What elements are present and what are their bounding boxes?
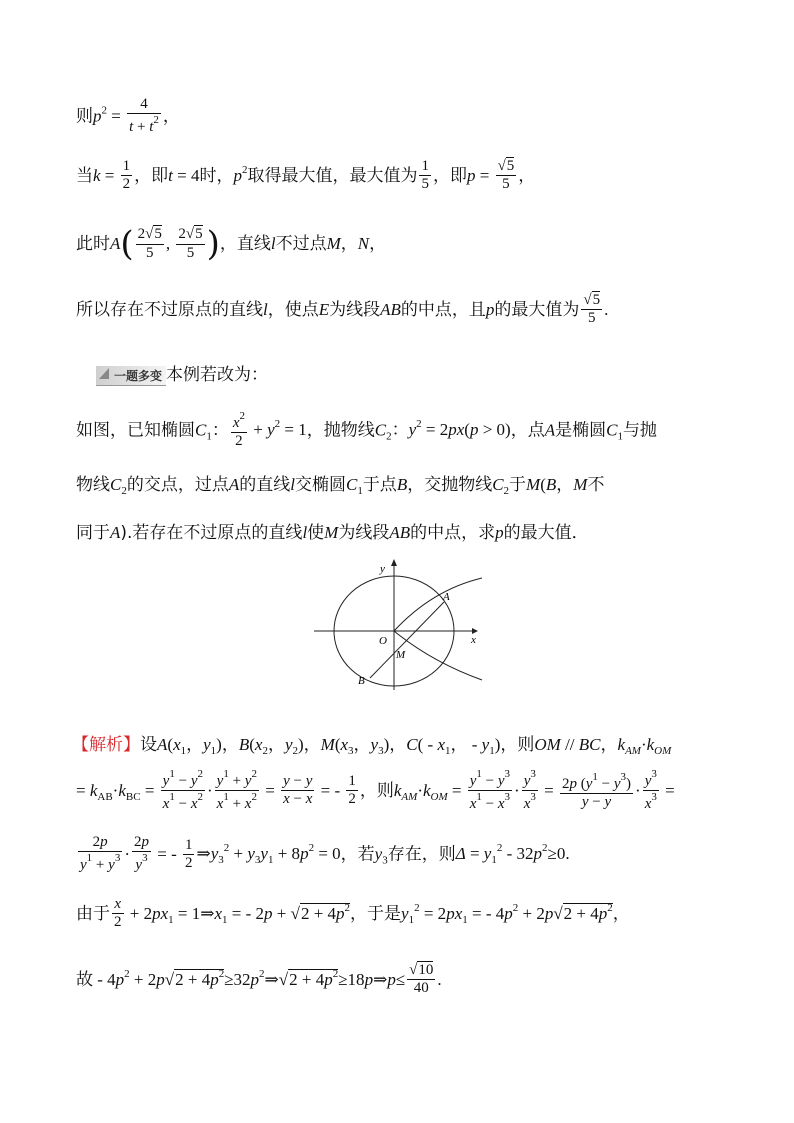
label-A: A [443,591,450,603]
fraction: $\frac{y^3}{x^3}$ [644,768,657,813]
text: ， [518,165,536,186]
problem-line-3: 同于A).若存在不过原点的直线l使M为线段AB的中点，求p的最大值． [76,523,589,543]
fraction: $\frac{2p (y^1 - y^3)}{y - y}$ [561,770,632,810]
formula-line-3: 此时A( $\frac{2√5}{5}$ , $\frac{2√5}{5}$ )，直线l不过点M，N， [76,224,387,264]
fraction: $\frac{1}{5}$ [421,158,429,193]
solution-line-1: 【解析】设$A(x_1$，$y_1$)，$B(x_2$，$y_2$)，$M(x_3$，$y_3$)，$C( - x_1$， - $y_1$)，则OM // BC，$k_{AM}\cdot k_{OM}$ [72,735,672,757]
fraction: $\frac{√5}{5}$ [497,158,515,193]
formula-line-2: 当k = $\frac{1}{2}$ ，即t = 4时，$p^2$取得最大值，最大值为 $\frac{1}{5}$ ，即p = $\frac{√5}{5}$ ， [76,158,536,193]
text: ，即 [134,165,169,186]
text: ， [162,106,180,127]
fraction: $\frac{2√5}{5}$ [178,226,203,261]
label-B: B [358,675,365,687]
fraction: $\frac{y^1 + y^2}{x^1 + x^2}$ [216,768,257,813]
text: ，使点 [267,299,319,320]
fraction: $\frac{√10}{40}$ [409,962,434,997]
formula-line-4: 所以存在不过原点的直线l，使点E为线段AB的中点，且p的最大值为 $\frac{√5}{5}$ . [76,292,609,327]
solution-line-5: 故 - $4p^2 + 2p√2$ + $4p^2\ge 32p^2\Rightarrow√2$ + $4p^2\ge 18p\Rightarrow p\le$ $\frac{√10}{40}$ . [76,962,442,997]
fraction: $\frac{y^1 - y^3}{x^1 - x^3}$ [469,768,511,813]
text: 的最大值为 [494,299,580,320]
ellipse-parabola-figure [312,556,484,692]
text: 则 [76,106,93,127]
text: ， [369,234,387,254]
fraction: $\frac{4}{t + t^2}$ [129,96,159,136]
text: 时， [199,165,234,186]
text: 不过点 [275,234,327,254]
variant-badge: 一题多变 [96,366,166,386]
fraction: $\frac{2p}{y^3}$ [133,834,149,874]
fraction: $\frac{1}{2}$ [348,773,356,808]
problem-line-1: 如图，已知椭圆$C_1$： $\frac{x^2}{2}$ + $y^2 = 1$，抛物线$C_2$：$y^2 = 2px(p > 0)$，点A是椭圆$C_1$与抛 [76,410,657,450]
value: 4 [190,165,200,185]
y-axis-arrow [391,559,397,566]
fraction: $\frac{x^2}{2}$ [232,410,246,450]
text: 当 [76,165,93,186]
text: 的中点，且 [400,299,486,320]
text: 此时 [76,234,110,254]
formula-line-1: 则$p^2$ = $\frac{4}{t + t^2}$ ， [76,96,180,136]
fraction: $\frac{x}{2}$ [114,896,122,931]
solution-line-4: 由于 $\frac{x}{2}$ + $2px_1$ = $1\Rightarrow x_1$ = - $2p + √2 + 4p^2$，于是$y_1^2 = 2px_1$ = - $4p^2 + 2p√2 + 4p^2$， [76,896,630,931]
label-O: O [379,635,387,647]
fraction: $\frac{y^1 - y^2}{x^1 - x^2}$ [162,768,203,813]
solution-line-2: = $k_{AB}\cdot k_{BC}$ = $\frac{y^1 - y^2}{x^1 - x^2}$ · $\frac{y^1 + y^2}{x^1 + x^2}$ = $\frac{y - y}{x - x}$ = - $\frac{1}{2}$ ，则$k_{AM}\cdot k_{OM}$ = $\frac{y^1 - y^3}{x^1 - x^3}$ · $\frac{y^3}{x^3}$ = $\frac{2p (y^1 - y^3)}{y - y}$ · $\frac{y^3}{x^3}$ = [76,768,675,813]
fraction: $\frac{2p}{y^1 + y^3}$ [80,834,121,874]
analysis-tag: 【解析】 [72,735,140,755]
label-x: x [471,634,476,646]
text: ，即 [432,165,467,186]
fraction: $\frac{1}{2}$ [122,158,131,193]
text: 取得最大值，最大值为 [247,165,418,186]
variant-title: 本例若改为： [166,365,269,385]
label-M: M [396,649,406,661]
text: ， [340,234,358,254]
label-y: y [380,563,385,575]
fraction: $\frac{√5}{5}$ [583,292,601,327]
text: ，直线 [219,234,271,254]
solution-line-3: $\frac{2p}{y^1 + y^3}$ · $\frac{2p}{y^3}$ = - $\frac{1}{2}$ $\Rightarrow y_3^2 + y_3y_1 + 8p^2 = 0$，若$y_3$存在，则$\Delta = y_1^2 - 32p^2\ge 0$. [80,834,570,874]
fraction: $\frac{1}{2}$ [184,836,193,871]
fraction: $\frac{y - y}{x - x}$ [283,773,313,808]
fraction: $\frac{2√5}{5}$ [137,226,162,261]
fraction: $\frac{y^3}{x^3}$ [523,768,536,813]
problem-line-2: 物线$C_2$的交点，过点A的直线l交椭圆$C_1$于点B，交抛物线$C_2$于M(B，M不 [76,475,605,497]
variant-heading [96,360,268,386]
text: 所以存在不过原点的直线 [76,299,263,320]
triangle-icon [99,368,109,379]
text: 为线段 [329,299,381,320]
